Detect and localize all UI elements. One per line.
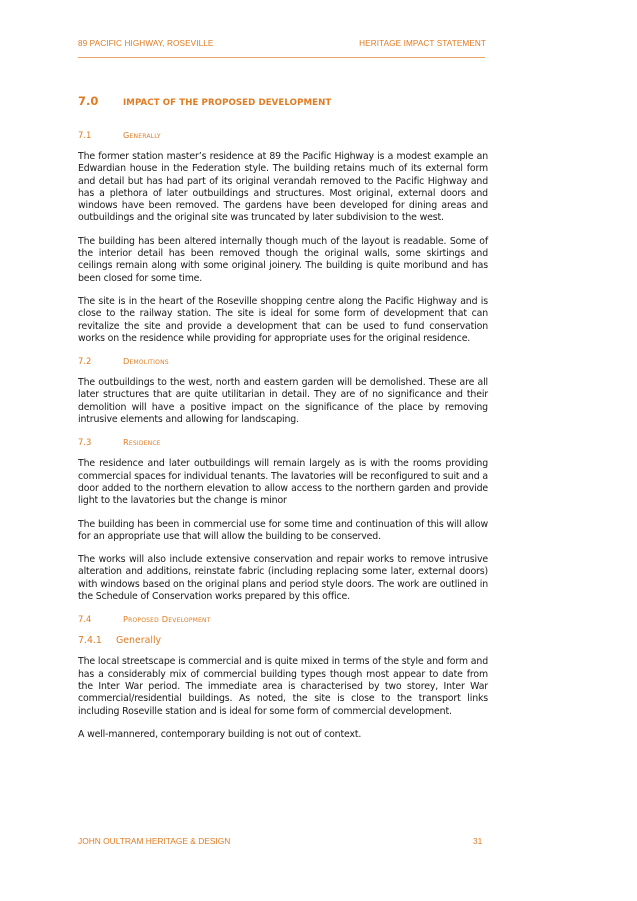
section-title: IMPACT OF THE PROPOSED DEVELOPMENT (123, 98, 332, 108)
footer-left: JOHN OULTRAM HERITAGE & DESIGN (78, 836, 231, 846)
document-body (78, 94, 488, 752)
section-heading (78, 94, 488, 108)
subsection-heading-7-3 (78, 437, 488, 447)
paragraph: The works will also include extensive conservation and repair works to remove intrusive alteration and additions, reinstate fabric (including replacing some later, external doors) with windows based on the original plans and period style doors. The work are outlined in the Schedule of Conservation works prepared by this office. (78, 554, 488, 603)
paragraph: The residence and later outbuildings will remain largely as is with the rooms providing commercial spaces for individual tenants. The lavatories will be reconfigured to suit and a door added to the northern elevation to allow access to the northern garden and provide light to the lavatories but the change is minor (78, 458, 488, 507)
paragraph: The building has been in commercial use for some time and continuation of this will allow for an appropriate use that will allow the building to be conserved. (78, 518, 488, 542)
subsection-title: Proposed Development (123, 614, 211, 625)
paragraph: The site is in the heart of the Roseville shopping centre along the Pacific Highway and is close to the railway station. The site is ideal for some form of development that can revitalize the site and provide a development that can be used to fund conservation works on the residence while providing for appropriate uses for the original residence. (78, 295, 488, 344)
subsection-heading-7-1 (78, 130, 488, 140)
paragraph: The local streetscape is commercial and is quite mixed in terms of the style and form and has a considerably mix of commercial building types though most appear to date from the Inter War period. The immediate area is characterised by two storey, Inter War commercial/residential buildings. As noted, the site is close to the transport links including Roseville station and is ideal for some form of commercial development. (78, 656, 488, 717)
subsubsection-title: Generally (116, 635, 162, 647)
subsection-number: 7.1 (78, 130, 92, 140)
header-left: 89 PACIFIC HIGHWAY, ROSEVILLE (78, 39, 214, 48)
paragraph: The former station master’s residence at 89 the Pacific Highway is a modest example an Edwardian house in the Federation style. The building retains much of its external form and detail but has had part of its original verandah removed to the Pacific Highway and has a plethora of later outbuildings and structures. Most original, external doors and windows have been removed. The gardens have been developed for dining areas and outbuildings and the original site was truncated by later subdivision to the west. (78, 151, 488, 224)
header-rule (78, 57, 485, 58)
subsection-title: Demolitions (123, 356, 169, 367)
subsection-heading-7-2 (78, 356, 488, 366)
subsection-number: 7.4 (78, 614, 92, 625)
subsection-number: 7.3 (78, 437, 92, 448)
page-number: 31 (473, 836, 483, 846)
header-right: HERITAGE IMPACT STATEMENT (359, 39, 486, 48)
subsection-heading-7-4 (78, 614, 488, 624)
paragraph: The outbuildings to the west, north and eastern garden will be demolished. These are all later structures that are quite utilitarian in detail. They are of no significance and their demolition will have a positive impact on the significance of the place by removing intrusive elements and allowing for landscaping. (78, 377, 488, 426)
subsection-title: Residence (123, 437, 161, 448)
subsection-number: 7.2 (78, 356, 92, 367)
subsection-title: Generally (123, 130, 161, 140)
subsubsection-heading-7-4-1 (78, 635, 488, 646)
paragraph: A well-mannered, contemporary building is not out of context. (78, 728, 362, 740)
paragraph: The building has been altered internally though much of the layout is readable. Some of the interior detail has been removed though the original walls, some skirtings and ceilings remain along with some original joinery. The building is quite moribund and has been closed for some time. (78, 235, 488, 284)
subsubsection-number: 7.4.1 (78, 635, 102, 647)
section-number: 7.0 (78, 94, 99, 108)
